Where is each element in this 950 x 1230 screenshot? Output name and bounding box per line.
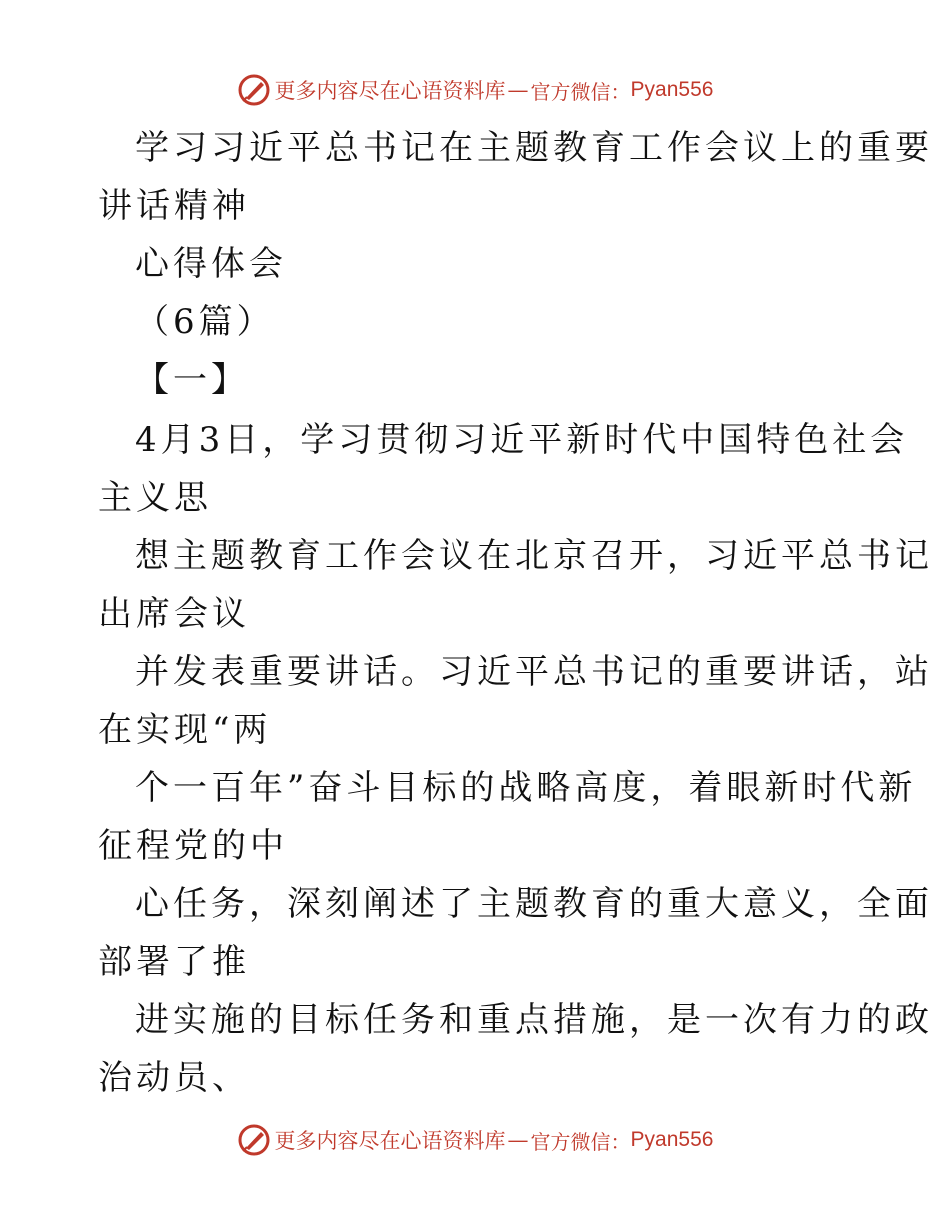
banner-text: 更多内容尽在心语资料库 — [274, 79, 506, 103]
paragraph-line: 想主题教育工作会议在北京召开，习近平总书记 — [135, 536, 933, 576]
paragraph-line: 4月3日，学习贯彻习近平新时代中国特色社会 — [135, 420, 909, 460]
paragraph-line: 在实现“两 — [98, 710, 272, 750]
article-count: （6篇） — [135, 302, 275, 342]
banner-wechat-label: 官方微信： — [530, 79, 631, 104]
paragraph-line: 征程党的中 — [98, 826, 288, 866]
banner-wechat-id: Pyan556 — [630, 78, 714, 101]
banner-separator: — — [507, 78, 529, 102]
quill-logo-icon — [237, 1123, 271, 1157]
paragraph-line: 部署了推 — [98, 942, 250, 982]
paragraph-line: 并发表重要讲话。习近平总书记的重要讲话，站 — [135, 652, 933, 692]
section-heading: 【一】 — [135, 360, 249, 400]
paragraph-line: 心任务，深刻阐述了主题教育的重大意义，全面 — [135, 884, 933, 924]
paragraph-line: 出席会议 — [98, 594, 250, 634]
banner-wechat-id: Pyan556 — [630, 1128, 714, 1151]
banner-wechat-label: 官方微信： — [530, 1129, 631, 1154]
title-line-1: 学习习近平总书记在主题教育工作会议上的重要 — [135, 128, 933, 168]
subtitle: 心得体会 — [135, 244, 287, 284]
title-line-2: 讲话精神 — [98, 186, 250, 226]
paragraph-line: 治动员、 — [98, 1058, 250, 1098]
footer-banner — [0, 1120, 950, 1160]
banner-text: 更多内容尽在心语资料库 — [274, 1129, 506, 1153]
paragraph-line: 主义思 — [98, 478, 212, 518]
paragraph-line: 进实施的目标任务和重点措施，是一次有力的政 — [135, 1000, 933, 1040]
paragraph-line: 个一百年”奋斗目标的战略高度，着眼新时代新 — [135, 768, 917, 808]
banner-separator: — — [507, 1128, 529, 1152]
